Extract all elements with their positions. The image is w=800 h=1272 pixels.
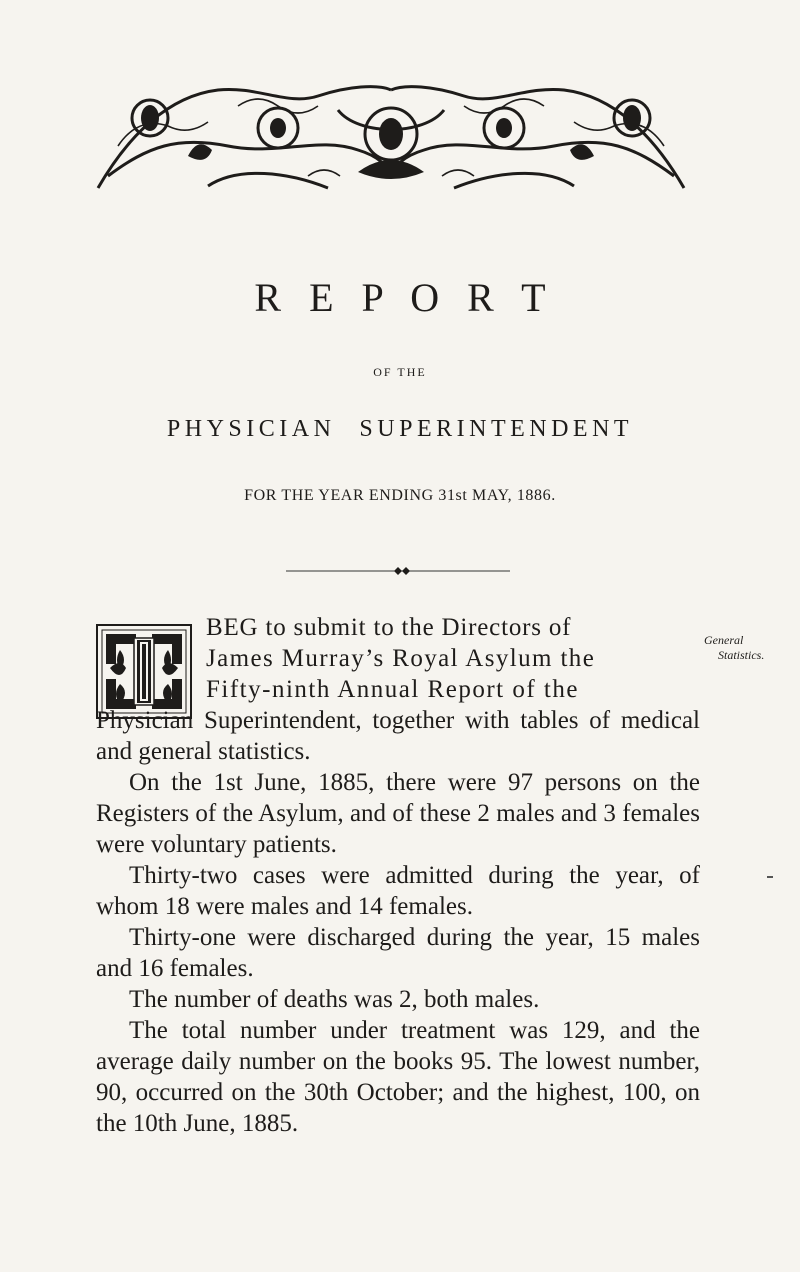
ornamental-rule — [286, 566, 510, 576]
paragraph-deaths: The number of deaths was 2, both males. — [129, 986, 540, 1013]
paragraph-admitted: Thirty-two cases were admitted during the year, of whom 18 were males and 14 females. — [96, 862, 700, 920]
intro-line-1: BEG to submit to the Directors of — [206, 614, 572, 641]
margin-dash — [767, 876, 773, 878]
intro-paragraph — [96, 612, 700, 767]
margin-note — [704, 633, 800, 663]
report-body — [96, 612, 700, 1139]
report-title: R E P O R T — [254, 275, 555, 320]
paragraph-discharged: Thirty-one were discharged during the year, 15 males and 16 females. — [96, 924, 700, 982]
paragraph-registers: On the 1st June, 1885, there were 97 persons on the Registers of the Asylum, and of these 2 males and 3 females were voluntary patients. — [96, 769, 700, 858]
subtitle — [0, 416, 800, 443]
of-the-label: OF THE — [373, 365, 427, 379]
intro-line-2: James Murray’s Royal Asylum the — [206, 645, 596, 672]
subtitle-superintendent: SUPERINTENDENT — [359, 416, 634, 442]
margin-note-line1: General — [704, 633, 744, 647]
margin-note-line2: Statistics. — [718, 648, 765, 662]
report-period: FOR THE YEAR ENDING 31st MAY, 1886. — [244, 487, 556, 504]
ornamental-headpiece — [88, 76, 694, 194]
paragraph-treatment: The total number under treatment was 129, and the average daily number on the books 95. The lowest number, 90, occurred on the 30th October; and the highest, 100, on the 10th June, 1885. — [96, 1017, 700, 1137]
intro-line-3: Fifty-ninth Annual Report of the — [206, 676, 579, 703]
subtitle-physician: PHYSICIAN — [166, 416, 336, 442]
intro-rest: Physician Superintendent, together with tables of medical and general statistics. — [96, 707, 700, 765]
